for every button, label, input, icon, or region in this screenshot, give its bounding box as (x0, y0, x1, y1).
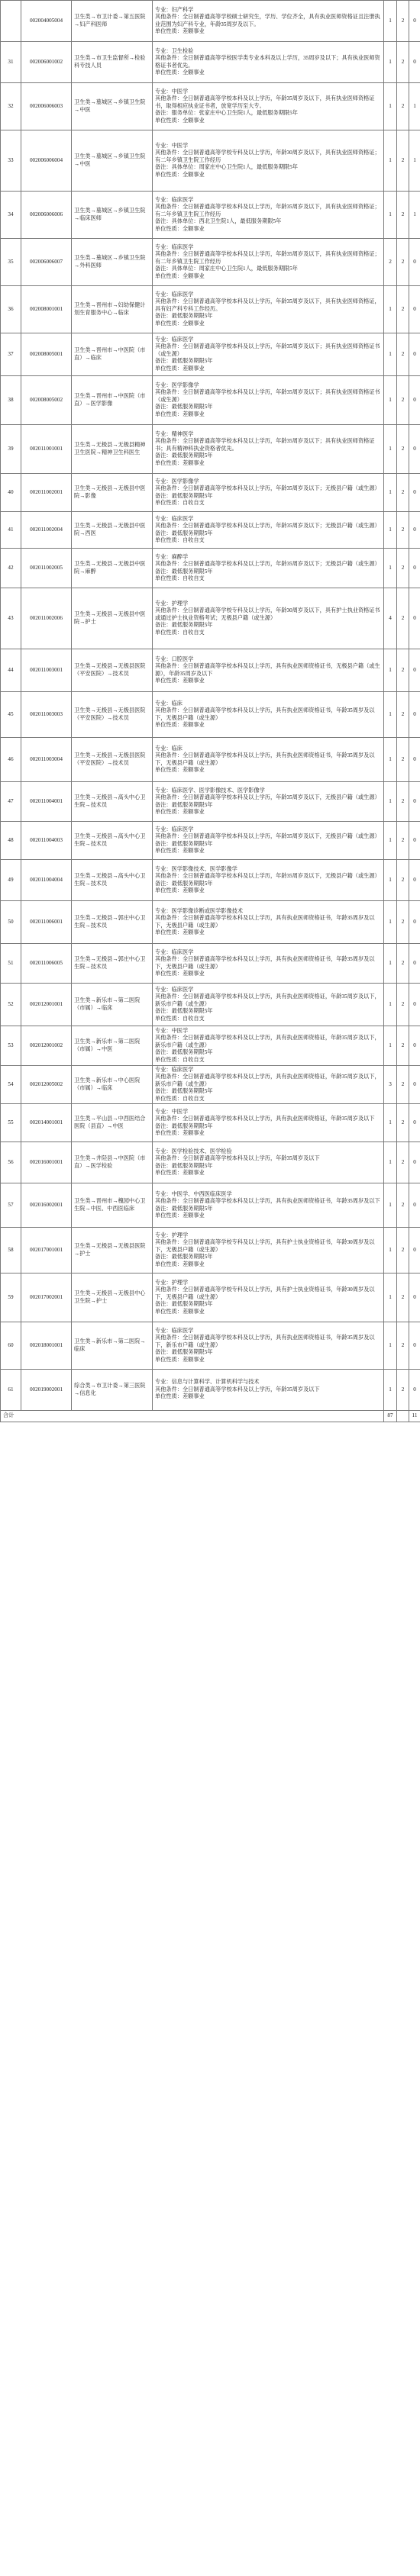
position-code: 002011002001 (21, 474, 72, 512)
position-code: 002008001001 (21, 286, 72, 333)
table-row (1, 1142, 420, 1183)
row-number: 52 (1, 984, 21, 1026)
extra-count: 0 (409, 738, 420, 782)
position-unit: 卫生类→无极县→高头中心卫生院→技术员 (72, 860, 153, 901)
ratio-count: 2 (397, 782, 409, 822)
quota-count: 3 (384, 1066, 397, 1104)
row-number: 48 (1, 822, 21, 860)
position-unit: 卫生类→晋州市→妇幼保健计划生育服务中心→临床 (72, 286, 153, 333)
ratio-count: 2 (397, 1, 409, 42)
table-row (1, 192, 420, 239)
position-unit: 卫生类→无极县→无极县医院（平安医院）→技术员 (72, 649, 153, 692)
position-unit: 卫生类→无极县→无极县中医院→影像 (72, 474, 153, 512)
position-unit: 卫生类→墓城区→乡镇卫生院→中医 (72, 130, 153, 192)
position-unit: 卫生类→新乐市→第二医院→临床 (72, 1322, 153, 1370)
row-number: 46 (1, 738, 21, 782)
position-code: 002006006007 (21, 239, 72, 286)
ratio-count: 2 (397, 333, 409, 376)
quota-count: 1 (384, 822, 397, 860)
extra-count: 0 (409, 549, 420, 588)
ratio-count: 2 (397, 901, 409, 944)
table-row (1, 1228, 420, 1274)
total-empty-cell (397, 1411, 409, 1422)
position-requirements: 专业：临床医学 其他条件：全日制普通高等学校本科及以上学历，具有执业医师资格证，年龄35周岁及以下，新乐市户籍（或生源） 备注：最低服务期限5年 单位性质：自收自支 (153, 1066, 384, 1104)
position-unit: 卫生类→无极县→郭庄中心卫生院→技术员 (72, 944, 153, 984)
row-number: 43 (1, 588, 21, 649)
position-requirements: 专业：临床医学、医学影像技术、医学影像学 其他条件：全日制普通高等学校本科及以上学历，年龄35周岁及以下，无极县户籍（或生源） 备注：最低服务期限5年 单位性质：差额事业 (153, 782, 384, 822)
position-requirements: 专业：临床医学 其他条件：全日制普通高等学校本科及以上学历，年龄35周岁及以下，具有执业医师资格证；有二年乡镇卫生院工作经历 备注：具体单位：西北卫生院1人，最低服务期限5年 单位性质：全额事业 (153, 192, 384, 239)
extra-count: 0 (409, 1142, 420, 1183)
position-requirements: 专业：医学影像诊断或医学影像技术 其他条件：全日制普通高等学校本科及以上学历，具有执业医师资格证书，年龄35周岁及以下，无极县户籍（或生源） 单位性质：差额事业 (153, 901, 384, 944)
extra-count: 0 (409, 588, 420, 649)
quota-count: 2 (384, 239, 397, 286)
table-row (1, 425, 420, 474)
quota-count: 1 (384, 984, 397, 1026)
position-unit: 卫生类→无极县→无极县医院（平安医院）→技术员 (72, 738, 153, 782)
table-row (1, 822, 420, 860)
position-requirements: 专业：信息与计算科学、计算机科学与技术 其他条件：全日制普通高等学校本科及以上学历，年龄35周岁及以下 单位性质：差额事业 (153, 1370, 384, 1411)
table-row (1, 692, 420, 738)
position-unit: 卫生类→墓城区→乡镇卫生院→临床医师 (72, 192, 153, 239)
position-code: 002006006003 (21, 83, 72, 130)
row-number: 37 (1, 333, 21, 376)
row-number: 49 (1, 860, 21, 901)
extra-count: 0 (409, 1026, 420, 1066)
position-requirements: 专业：中医学 其他条件：全日制普通高等学校本科及以上学历，年龄35周岁及以下，具有执业医师资格证书，取得相应执业证书者，放宽学历至大专。 备注：服务单位：张家庄中心卫生院1人，最低服务期限5年 单位性质：全额事业 (153, 83, 384, 130)
quota-count: 1 (384, 1026, 397, 1066)
position-code: 002011003003 (21, 692, 72, 738)
extra-count: 0 (409, 333, 420, 376)
position-code: 002011002005 (21, 549, 72, 588)
position-requirements: 专业：临床 其他条件：全日制普通高等学校本科及以上学历，具有执业医师资格证书，年龄35周岁及以下，无极县户籍（或生源） 单位性质：差额事业 (153, 738, 384, 782)
table-row (1, 984, 420, 1026)
ratio-count: 2 (397, 376, 409, 425)
position-unit: 卫生类→无极县→高头中心卫生院→技术员 (72, 782, 153, 822)
quota-count: 1 (384, 1228, 397, 1274)
position-code: 002018001001 (21, 1322, 72, 1370)
ratio-count: 2 (397, 1142, 409, 1183)
quota-count: 1 (384, 1322, 397, 1370)
extra-count: 0 (409, 1322, 420, 1370)
position-code: 002016001001 (21, 1142, 72, 1183)
extra-count: 0 (409, 782, 420, 822)
position-code: 002011004004 (21, 860, 72, 901)
position-unit: 卫生类→新乐市→中心医院（市属）→临床 (72, 1066, 153, 1104)
extra-count: 0 (409, 1, 420, 42)
position-requirements: 专业：临床医学 其他条件：全日制普通高等学校本科及以上学历，具有执业医师资格证书，年龄35周岁及以下，新乐市户籍（或生源） 备注：最低服务期限5年 单位性质：差额事业 (153, 1322, 384, 1370)
row-number: 39 (1, 425, 21, 474)
ratio-count: 2 (397, 1026, 409, 1066)
table-row (1, 376, 420, 425)
position-code: 002014001001 (21, 1104, 72, 1142)
row-number: 53 (1, 1026, 21, 1066)
position-unit: 卫生类→晋州市→中医院（市直）→临床 (72, 333, 153, 376)
table-row (1, 1183, 420, 1228)
row-number: 32 (1, 83, 21, 130)
ratio-count: 2 (397, 1370, 409, 1411)
quota-count: 1 (384, 512, 397, 549)
extra-count: 0 (409, 649, 420, 692)
position-requirements: 专业：中医学 其他条件：全日制普通高等学校本科及以上学历，具有执业医师资格证，年龄35周岁及以下 备注：最低服务期限5年 单位性质：差额事业 (153, 1104, 384, 1142)
position-unit: 卫生类→新乐市→第二医院（市属）→中医 (72, 1026, 153, 1066)
position-code: 002011001001 (21, 425, 72, 474)
position-requirements: 专业：护理学 其他条件：全日制普通高等学校专科及以上学历，具有护士执业资格证书，年龄30周岁及以下，无极县户籍（或生源） 备注：最低服务期限5年 单位性质：差额事业 (153, 1274, 384, 1322)
ratio-count: 2 (397, 1104, 409, 1142)
extra-count: 0 (409, 1183, 420, 1228)
extra-count: 1 (409, 192, 420, 239)
extra-count: 0 (409, 376, 420, 425)
position-unit: 卫生类→晋州市→槐园中心卫生院→中医、中西医临床 (72, 1183, 153, 1228)
quota-count: 1 (384, 376, 397, 425)
ratio-count: 2 (397, 130, 409, 192)
table-row (1, 782, 420, 822)
quota-count: 4 (384, 588, 397, 649)
position-requirements: 专业：中医学 其他条件：全日制普通高等学校专科及以上学历，年龄30周岁及以下，具有执业医师资格证；有二年乡镇卫生院工作经历 备注：具体单位：周家庄中心卫生院1人，最低服务期限5年 单位性质：全额事业 (153, 130, 384, 192)
row-number: 41 (1, 512, 21, 549)
quota-count: 1 (384, 549, 397, 588)
position-code: 002012005002 (21, 1066, 72, 1104)
total-quota: 87 (384, 1411, 397, 1422)
position-code: 002006006004 (21, 130, 72, 192)
total-extra: 11 (409, 1411, 420, 1422)
ratio-count: 2 (397, 588, 409, 649)
quota-count: 1 (384, 474, 397, 512)
position-requirements: 专业：临床医学 其他条件：全日制普通高等学校本科及以上学历，年龄35周岁及以下，具有执业医师资格证，具有妇产科专科工作经历。 备注：最低服务期限5年 单位性质：全额事业 (153, 286, 384, 333)
position-unit: 卫生类→墓城区→乡镇卫生院→外科医师 (72, 239, 153, 286)
position-code: 002011003004 (21, 738, 72, 782)
position-code: 002011003001 (21, 649, 72, 692)
ratio-count: 2 (397, 692, 409, 738)
total-label: 合计 (1, 1411, 384, 1422)
table-row (1, 286, 420, 333)
position-code: 002016002001 (21, 1183, 72, 1228)
position-unit: 卫生类→无极县→无极县中医院→麻醉 (72, 549, 153, 588)
ratio-count: 2 (397, 192, 409, 239)
position-code: 002004005004 (21, 1, 72, 42)
row-number: 31 (1, 42, 21, 83)
position-requirements: 专业：精神医学 其他条件：全日制普通高等学校本科及以上学历，年龄35周岁及以下；具有执业医师资格证书；具有精神科执业资格者优先。 备注：最低服务期限5年 单位性质：差额事业 (153, 425, 384, 474)
row-number: 35 (1, 239, 21, 286)
table-row (1, 83, 420, 130)
row-number: 44 (1, 649, 21, 692)
extra-count: 0 (409, 860, 420, 901)
position-unit: 卫生类→无极县→无极县中心卫生院→护士 (72, 1274, 153, 1322)
extra-count: 0 (409, 1274, 420, 1322)
extra-count: 0 (409, 1066, 420, 1104)
position-code: 002006006006 (21, 192, 72, 239)
position-code: 002011006001 (21, 901, 72, 944)
table-row (1, 1274, 420, 1322)
ratio-count: 2 (397, 649, 409, 692)
position-requirements: 专业：医学影像学 其他条件：全日制普通高等学校本科及以上学历，年龄35周岁及以下；具有执业医师资格证书（或生源） 备注：最低服务期限5年 单位性质：差额事业 (153, 376, 384, 425)
ratio-count: 2 (397, 1274, 409, 1322)
position-unit: 综合类→市卫计委→第三医院→信息化 (72, 1370, 153, 1411)
position-unit: 卫生类→无极县→高头中心卫生院→技术员 (72, 822, 153, 860)
ratio-count: 2 (397, 474, 409, 512)
extra-count: 1 (409, 130, 420, 192)
table-row (1, 333, 420, 376)
position-code: 002012001001 (21, 984, 72, 1026)
extra-count: 0 (409, 692, 420, 738)
quota-count: 1 (384, 944, 397, 984)
extra-count: 0 (409, 474, 420, 512)
quota-count: 1 (384, 1104, 397, 1142)
table-row (1, 649, 420, 692)
position-unit: 卫生类→新乐市→第二医院（市属）→临床 (72, 984, 153, 1026)
extra-count: 0 (409, 822, 420, 860)
ratio-count: 2 (397, 738, 409, 782)
extra-count: 0 (409, 1104, 420, 1142)
position-requirements: 专业：中医学 其他条件：全日制普通高等学校本科及以上学历，具有执业医师资格证，年龄35周岁及以下，新乐市户籍（或生源） 备注：最低服务期限5年 单位性质：自收自支 (153, 1026, 384, 1066)
position-requirements: 专业：医学影像学 其他条件：全日制普通高等学校本科及以上学历，年龄35周岁及以下；无极县户籍（或生源） 备注：最低服务期限5年 单位性质：自收自支 (153, 474, 384, 512)
position-requirements: 专业：医学影像技术、医学影像学 其他条件：全日制普通高等学校本科及以上学历，年龄35周岁及以下，无极县户籍（或生源） 备注：最低服务期限5年 单位性质：差额事业 (153, 860, 384, 901)
total-row (1, 1411, 420, 1422)
position-code: 002011006005 (21, 944, 72, 984)
row-number: 59 (1, 1274, 21, 1322)
ratio-count: 2 (397, 822, 409, 860)
extra-count: 0 (409, 1228, 420, 1274)
extra-count: 0 (409, 42, 420, 83)
row-number: 45 (1, 692, 21, 738)
quota-count: 1 (384, 649, 397, 692)
table-row (1, 860, 420, 901)
quota-count: 1 (384, 738, 397, 782)
row-number: 58 (1, 1228, 21, 1274)
quota-count: 1 (384, 1142, 397, 1183)
table-body (1, 1, 420, 1422)
position-requirements: 专业：护理学 其他条件：全日制普通高等学校专科及以上学历，年龄30周岁及以下，具有护士执业资格证书或通过护士执业资格考试；无极县户籍（或生源） 备注：最低服务期限5年 单位性质：自收自支 (153, 588, 384, 649)
quota-count: 1 (384, 782, 397, 822)
quota-count: 1 (384, 1370, 397, 1411)
position-unit: 卫生类→无极县→无极县精神卫生医院→精神卫生科医生 (72, 425, 153, 474)
position-requirements: 专业：护理学 其他条件：全日制普通高等学校专科及以上学历，具有护士执业资格证书，年龄30周岁及以下，无极县户籍（或生源） 备注：最低服务期限5年 单位性质：差额事业 (153, 1228, 384, 1274)
ratio-count: 2 (397, 1322, 409, 1370)
position-requirements: 专业：麻醉学 其他条件：全日制普通高等学校本科及以上学历，年龄35周岁及以下；无极县户籍（或生源） 备注：最低服务期限5年 单位性质：自收自支 (153, 549, 384, 588)
position-requirements: 专业：临床医学 其他条件：全日制普通高等学校本科及以上学历，年龄35周岁及以下，具有执业医师资格证；有二年乡镇卫生院工作经历 备注：具体单位：周家庄中心卫生院1人，最低服务期限5年 单位性质：全额事业 (153, 239, 384, 286)
position-unit: 卫生类→无极县→郭庄中心卫生院→技术员 (72, 901, 153, 944)
ratio-count: 2 (397, 512, 409, 549)
row-number (1, 1, 21, 42)
position-requirements: 专业：临床 其他条件：全日制普通高等学校本科及以上学历，具有执业医师资格证书，年龄35周岁及以下，无极县户籍（或生源） 单位性质：差额事业 (153, 692, 384, 738)
position-unit: 卫生类→无极县→无极县中医院→护士 (72, 588, 153, 649)
quota-count: 1 (384, 83, 397, 130)
position-unit: 卫生类→市卫生监督所→检验科专技人员 (72, 42, 153, 83)
position-code: 002017001001 (21, 1228, 72, 1274)
table-row (1, 512, 420, 549)
ratio-count: 2 (397, 83, 409, 130)
position-requirements: 专业：临床医学 其他条件：全日制普通高等学校本科及以上学历，年龄35周岁及以下；具有执业医师资格证书（或生源） 备注：最低服务期限5年 单位性质：差额事业 (153, 333, 384, 376)
ratio-count: 2 (397, 286, 409, 333)
quota-count: 1 (384, 192, 397, 239)
quota-count: 1 (384, 42, 397, 83)
row-number: 38 (1, 376, 21, 425)
row-number: 56 (1, 1142, 21, 1183)
table-row (1, 588, 420, 649)
position-code: 002008005001 (21, 333, 72, 376)
ratio-count: 2 (397, 239, 409, 286)
table-row (1, 1370, 420, 1411)
row-number: 57 (1, 1183, 21, 1228)
position-unit: 卫生类→井陉县→中医院（市直）→医学检验 (72, 1142, 153, 1183)
position-code: 002011002006 (21, 588, 72, 649)
ratio-count: 2 (397, 42, 409, 83)
position-requirements: 专业：卫生检验 其他条件：全日制普通高等学校医学类专业本科及以上学历，35周岁及以下；具有执业医师资格证书者优先。 单位性质：全额事业 (153, 42, 384, 83)
position-requirements: 专业：妇产科学 其他条件：全日制普通高等学校硕士研究生，学历、学位齐全，具有执业医师资格证且注册执业范围为妇产科专业，年龄35周岁及以下。 单位性质：差额事业 (153, 1, 384, 42)
table-row (1, 474, 420, 512)
extra-count: 0 (409, 944, 420, 984)
position-requirements: 专业：临床医学 其他条件：全日制普通高等学校本科及以上学历，具有执业医师资格证书，年龄35周岁及以下，无极县户籍（或生源） 单位性质：差额事业 (153, 944, 384, 984)
table-row (1, 42, 420, 83)
position-requirements: 专业：医学检验技术、医学检验 其他条件：全日制普通高等学校本科及以上学历，年龄35周岁及以下 备注：最低服务期限5年 单位性质：差额事业 (153, 1142, 384, 1183)
position-unit: 卫生类→墓城区→乡镇卫生院→中医 (72, 83, 153, 130)
row-number: 36 (1, 286, 21, 333)
table-row (1, 738, 420, 782)
table-row (1, 944, 420, 984)
position-code: 002011004003 (21, 822, 72, 860)
extra-count: 0 (409, 901, 420, 944)
table-row (1, 549, 420, 588)
table-row (1, 1, 420, 42)
table-row (1, 1026, 420, 1066)
position-requirements: 专业：临床医学 其他条件：全日制普通高等学校本科及以上学历，具有执业医师资格证，年龄35周岁及以下，新乐市户籍（或生源） 备注：最低服务期限5年 单位性质：自收自支 (153, 984, 384, 1026)
extra-count: 0 (409, 239, 420, 286)
position-requirements: 专业：临床医学 其他条件：全日制普通高等学校本科及以上学历，年龄35周岁及以下，无极县户籍（或生源） 备注：最低服务期限5年 单位性质：差额事业 (153, 822, 384, 860)
extra-count: 0 (409, 984, 420, 1026)
row-number: 33 (1, 130, 21, 192)
position-unit: 卫生类→无极县→无极县医院→护士 (72, 1228, 153, 1274)
extra-count: 0 (409, 1370, 420, 1411)
row-number: 50 (1, 901, 21, 944)
quota-count: 1 (384, 130, 397, 192)
position-code: 002019002001 (21, 1370, 72, 1411)
quota-count: 1 (384, 286, 397, 333)
position-requirements: 专业：中医学、中西医临床医学 其他条件：全日制普通高等学校本科及以上学历，具有执业医师资格证书，年龄35周岁及以下 备注：最低服务期限5年 单位性质：差额事业 (153, 1183, 384, 1228)
extra-count: 0 (409, 286, 420, 333)
row-number: 51 (1, 944, 21, 984)
quota-count: 1 (384, 860, 397, 901)
position-code: 002008005002 (21, 376, 72, 425)
row-number: 42 (1, 549, 21, 588)
quota-count: 1 (384, 1274, 397, 1322)
ratio-count: 2 (397, 1228, 409, 1274)
row-number: 61 (1, 1370, 21, 1411)
extra-count: 0 (409, 512, 420, 549)
table-row (1, 1322, 420, 1370)
table-row (1, 1104, 420, 1142)
table-row (1, 239, 420, 286)
position-code: 002012001002 (21, 1026, 72, 1066)
extra-count: 0 (409, 425, 420, 474)
table-row (1, 901, 420, 944)
ratio-count: 2 (397, 860, 409, 901)
position-code: 002006001002 (21, 42, 72, 83)
row-number: 40 (1, 474, 21, 512)
quota-count: 1 (384, 333, 397, 376)
ratio-count: 2 (397, 549, 409, 588)
quota-count: 1 (384, 1, 397, 42)
ratio-count: 2 (397, 1183, 409, 1228)
position-code: 002011004001 (21, 782, 72, 822)
position-code: 002011002004 (21, 512, 72, 549)
position-unit: 卫生类→平山县→中西医结合医院（县直）→中医 (72, 1104, 153, 1142)
row-number: 60 (1, 1322, 21, 1370)
table-row (1, 130, 420, 192)
position-requirements: 专业：口腔医学 其他条件：全日制普通高等学校本科及以上学历，具有执业医师资格证书，无极县户籍（或生源），年龄35周岁及以下 单位性质：差额事业 (153, 649, 384, 692)
position-unit: 卫生类→市卫计委→第五医院→妇产科医师 (72, 1, 153, 42)
row-number: 34 (1, 192, 21, 239)
position-unit: 卫生类→晋州市→中医院（市直）→医学影像 (72, 376, 153, 425)
row-number: 54 (1, 1066, 21, 1104)
extra-count: 1 (409, 83, 420, 130)
quota-count: 1 (384, 692, 397, 738)
quota-count: 1 (384, 901, 397, 944)
position-code: 002017002001 (21, 1274, 72, 1322)
row-number: 55 (1, 1104, 21, 1142)
position-requirements: 专业：临床医学 其他条件：全日制普通高等学校本科及以上学历，年龄35周岁及以下；无极县户籍（或生源） 备注：最低服务期限5年 单位性质：自收自支 (153, 512, 384, 549)
quota-count: 1 (384, 425, 397, 474)
ratio-count: 2 (397, 425, 409, 474)
ratio-count: 2 (397, 944, 409, 984)
ratio-count: 2 (397, 984, 409, 1026)
position-unit: 卫生类→无极县→无极县医院（平安医院）→技术员 (72, 692, 153, 738)
table-row (1, 1066, 420, 1104)
ratio-count: 2 (397, 1066, 409, 1104)
quota-count: 1 (384, 1183, 397, 1228)
position-unit: 卫生类→无极县→无极县中医院→西医 (72, 512, 153, 549)
row-number: 47 (1, 782, 21, 822)
